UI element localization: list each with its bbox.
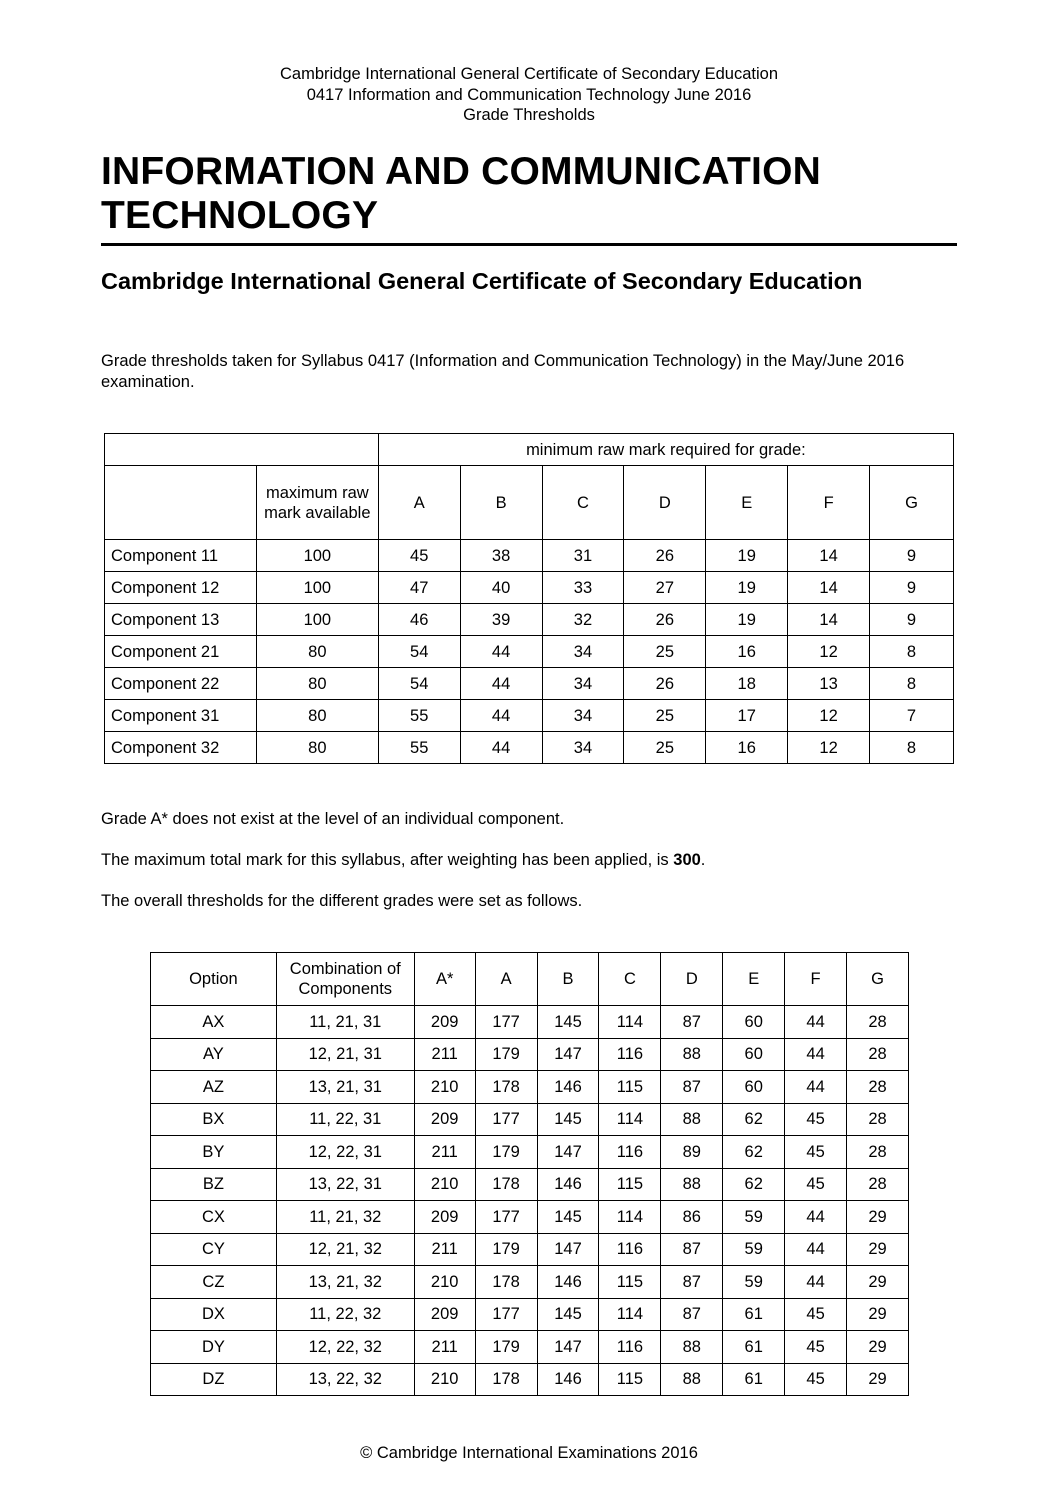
option-code: CZ bbox=[151, 1266, 277, 1299]
grade-threshold: 114 bbox=[599, 1201, 661, 1234]
grade-threshold: 13 bbox=[788, 668, 870, 700]
empty-header-cell bbox=[105, 466, 257, 540]
grade-threshold: 147 bbox=[537, 1233, 599, 1266]
table-row bbox=[151, 1071, 909, 1104]
grade-threshold: 178 bbox=[475, 1168, 537, 1201]
max-mark-header: maximum raw mark available bbox=[256, 466, 378, 540]
grade-threshold: 178 bbox=[475, 1071, 537, 1104]
table-row bbox=[151, 1201, 909, 1234]
grade-threshold: 115 bbox=[599, 1266, 661, 1299]
table-row bbox=[105, 668, 954, 700]
grade-threshold: 210 bbox=[414, 1168, 475, 1201]
grade-threshold: 179 bbox=[475, 1331, 537, 1364]
copyright-footer: © Cambridge International Examinations 2016 bbox=[360, 1444, 698, 1462]
table-row bbox=[151, 1331, 909, 1364]
grade-span-header: minimum raw mark required for grade: bbox=[378, 434, 953, 466]
component-combination: 11, 22, 31 bbox=[276, 1103, 414, 1136]
grade-threshold: 27 bbox=[624, 572, 706, 604]
table-row bbox=[151, 1103, 909, 1136]
grade-threshold: 210 bbox=[414, 1363, 475, 1396]
grade-threshold: 211 bbox=[414, 1233, 475, 1266]
astar-note: Grade A* does not exist at the level of an individual component. bbox=[101, 810, 565, 828]
grade-threshold: 178 bbox=[475, 1363, 537, 1396]
grade-threshold: 87 bbox=[661, 1071, 723, 1104]
grade-threshold: 29 bbox=[847, 1331, 909, 1364]
option-table-header-row bbox=[151, 953, 909, 1006]
empty-header-cell bbox=[105, 434, 379, 466]
option-code: DY bbox=[151, 1331, 277, 1364]
table-row bbox=[105, 572, 954, 604]
component-combination: 11, 21, 32 bbox=[276, 1201, 414, 1234]
grade-threshold: 115 bbox=[599, 1363, 661, 1396]
option-code: DZ bbox=[151, 1363, 277, 1396]
grade-threshold: 28 bbox=[847, 1071, 909, 1104]
grade-threshold: 145 bbox=[537, 1103, 599, 1136]
component-combination: 13, 22, 31 bbox=[276, 1168, 414, 1201]
grade-threshold: 145 bbox=[537, 1006, 599, 1039]
grade-header: A* bbox=[414, 953, 475, 1006]
grade-threshold: 211 bbox=[414, 1136, 475, 1169]
grade-threshold: 146 bbox=[537, 1266, 599, 1299]
component-name: Component 32 bbox=[105, 732, 257, 764]
document-header bbox=[0, 64, 1058, 126]
option-code: CY bbox=[151, 1233, 277, 1266]
grade-header: E bbox=[723, 953, 785, 1006]
grade-header: D bbox=[661, 953, 723, 1006]
grade-header: B bbox=[537, 953, 599, 1006]
option-code: AZ bbox=[151, 1071, 277, 1104]
grade-threshold: 179 bbox=[475, 1136, 537, 1169]
component-name: Component 12 bbox=[105, 572, 257, 604]
grade-threshold: 88 bbox=[661, 1168, 723, 1201]
grade-threshold: 62 bbox=[723, 1168, 785, 1201]
grade-threshold: 177 bbox=[475, 1201, 537, 1234]
grade-threshold: 16 bbox=[706, 732, 788, 764]
grade-threshold: 8 bbox=[870, 636, 954, 668]
grade-threshold: 89 bbox=[661, 1136, 723, 1169]
grade-threshold: 210 bbox=[414, 1071, 475, 1104]
component-table-span-header-row bbox=[105, 434, 954, 466]
grade-threshold: 28 bbox=[847, 1006, 909, 1039]
grade-threshold: 45 bbox=[785, 1103, 847, 1136]
component-combination: 13, 21, 32 bbox=[276, 1266, 414, 1299]
component-name: Component 11 bbox=[105, 540, 257, 572]
grade-threshold: 45 bbox=[785, 1136, 847, 1169]
component-thresholds-table bbox=[104, 433, 954, 764]
grade-threshold: 19 bbox=[706, 572, 788, 604]
title-divider bbox=[101, 243, 957, 246]
option-header: Option bbox=[151, 953, 277, 1006]
component-name: Component 22 bbox=[105, 668, 257, 700]
grade-threshold: 179 bbox=[475, 1233, 537, 1266]
grade-header-d: D bbox=[624, 466, 706, 540]
component-combination: 11, 22, 32 bbox=[276, 1298, 414, 1331]
grade-threshold: 9 bbox=[870, 572, 954, 604]
grade-threshold: 86 bbox=[661, 1201, 723, 1234]
grade-threshold: 179 bbox=[475, 1038, 537, 1071]
option-code: DX bbox=[151, 1298, 277, 1331]
grade-threshold: 9 bbox=[870, 604, 954, 636]
grade-threshold: 29 bbox=[847, 1298, 909, 1331]
table-row bbox=[151, 1006, 909, 1039]
component-combination: 12, 22, 32 bbox=[276, 1331, 414, 1364]
grade-threshold: 209 bbox=[414, 1298, 475, 1331]
grade-threshold: 25 bbox=[624, 700, 706, 732]
grade-threshold: 17 bbox=[706, 700, 788, 732]
grade-threshold: 62 bbox=[723, 1136, 785, 1169]
grade-threshold: 29 bbox=[847, 1363, 909, 1396]
grade-threshold: 44 bbox=[785, 1038, 847, 1071]
table-row bbox=[151, 1298, 909, 1331]
overall-note: The overall thresholds for the different grades were set as follows. bbox=[101, 892, 583, 910]
grade-threshold: 19 bbox=[706, 540, 788, 572]
grade-threshold: 40 bbox=[460, 572, 542, 604]
max-total-note bbox=[101, 850, 705, 870]
grade-threshold: 59 bbox=[723, 1266, 785, 1299]
grade-threshold: 44 bbox=[460, 668, 542, 700]
max-total-text: The maximum total mark for this syllabus, after weighting has been applied, is bbox=[101, 851, 674, 869]
grade-threshold: 88 bbox=[661, 1331, 723, 1364]
grade-header-e: E bbox=[706, 466, 788, 540]
grade-threshold: 44 bbox=[785, 1071, 847, 1104]
grade-threshold: 26 bbox=[624, 604, 706, 636]
combination-header: Combination of Components bbox=[276, 953, 414, 1006]
grade-threshold: 146 bbox=[537, 1071, 599, 1104]
grade-threshold: 44 bbox=[460, 700, 542, 732]
grade-threshold: 29 bbox=[847, 1233, 909, 1266]
grade-threshold: 28 bbox=[847, 1103, 909, 1136]
grade-threshold: 44 bbox=[785, 1201, 847, 1234]
grade-threshold: 45 bbox=[785, 1363, 847, 1396]
grade-header-f: F bbox=[788, 466, 870, 540]
grade-threshold: 28 bbox=[847, 1136, 909, 1169]
grade-threshold: 26 bbox=[624, 540, 706, 572]
grade-threshold: 14 bbox=[788, 540, 870, 572]
table-row bbox=[151, 1233, 909, 1266]
grade-threshold: 114 bbox=[599, 1298, 661, 1331]
grade-threshold: 31 bbox=[542, 540, 624, 572]
grade-header-g: G bbox=[870, 466, 954, 540]
option-code: BY bbox=[151, 1136, 277, 1169]
grade-threshold: 8 bbox=[870, 668, 954, 700]
grade-threshold: 115 bbox=[599, 1071, 661, 1104]
table-row bbox=[151, 1038, 909, 1071]
grade-threshold: 47 bbox=[378, 572, 460, 604]
component-combination: 12, 22, 31 bbox=[276, 1136, 414, 1169]
grade-threshold: 145 bbox=[537, 1298, 599, 1331]
grade-threshold: 146 bbox=[537, 1363, 599, 1396]
grade-threshold: 16 bbox=[706, 636, 788, 668]
grade-threshold: 116 bbox=[599, 1233, 661, 1266]
grade-threshold: 9 bbox=[870, 540, 954, 572]
grade-threshold: 210 bbox=[414, 1266, 475, 1299]
grade-threshold: 28 bbox=[847, 1038, 909, 1071]
grade-threshold: 54 bbox=[378, 668, 460, 700]
grade-threshold: 61 bbox=[723, 1363, 785, 1396]
component-name: Component 31 bbox=[105, 700, 257, 732]
grade-threshold: 34 bbox=[542, 700, 624, 732]
grade-threshold: 38 bbox=[460, 540, 542, 572]
component-combination: 12, 21, 32 bbox=[276, 1233, 414, 1266]
grade-threshold: 87 bbox=[661, 1266, 723, 1299]
grade-header: C bbox=[599, 953, 661, 1006]
grade-threshold: 18 bbox=[706, 668, 788, 700]
grade-threshold: 62 bbox=[723, 1103, 785, 1136]
option-code: CX bbox=[151, 1201, 277, 1234]
grade-header-a: A bbox=[378, 466, 460, 540]
option-code: AY bbox=[151, 1038, 277, 1071]
header-line-3: Grade Thresholds bbox=[463, 106, 595, 124]
grade-threshold: 61 bbox=[723, 1298, 785, 1331]
grade-threshold: 114 bbox=[599, 1006, 661, 1039]
grade-threshold: 60 bbox=[723, 1071, 785, 1104]
grade-threshold: 61 bbox=[723, 1331, 785, 1364]
grade-threshold: 116 bbox=[599, 1136, 661, 1169]
max-mark: 100 bbox=[256, 604, 378, 636]
grade-threshold: 26 bbox=[624, 668, 706, 700]
grade-threshold: 60 bbox=[723, 1038, 785, 1071]
grade-threshold: 209 bbox=[414, 1103, 475, 1136]
grade-threshold: 14 bbox=[788, 572, 870, 604]
option-code: AX bbox=[151, 1006, 277, 1039]
grade-threshold: 177 bbox=[475, 1006, 537, 1039]
grade-threshold: 209 bbox=[414, 1201, 475, 1234]
max-mark: 80 bbox=[256, 668, 378, 700]
grade-threshold: 34 bbox=[542, 668, 624, 700]
table-row bbox=[151, 1136, 909, 1169]
grade-threshold: 211 bbox=[414, 1038, 475, 1071]
component-combination: 13, 22, 32 bbox=[276, 1363, 414, 1396]
component-combination: 11, 21, 31 bbox=[276, 1006, 414, 1039]
grade-threshold: 88 bbox=[661, 1363, 723, 1396]
grade-threshold: 88 bbox=[661, 1103, 723, 1136]
page-title bbox=[101, 150, 961, 238]
table-row bbox=[105, 732, 954, 764]
grade-threshold: 114 bbox=[599, 1103, 661, 1136]
grade-threshold: 34 bbox=[542, 732, 624, 764]
table-row bbox=[151, 1266, 909, 1299]
grade-threshold: 177 bbox=[475, 1103, 537, 1136]
grade-threshold: 12 bbox=[788, 700, 870, 732]
grade-threshold: 211 bbox=[414, 1331, 475, 1364]
grade-threshold: 55 bbox=[378, 732, 460, 764]
intro-paragraph: Grade thresholds taken for Syllabus 0417 (Information and Communication Technology) in the May/June 2016 examination. bbox=[101, 352, 905, 391]
grade-threshold: 8 bbox=[870, 732, 954, 764]
option-code: BX bbox=[151, 1103, 277, 1136]
grade-threshold: 177 bbox=[475, 1298, 537, 1331]
grade-threshold: 29 bbox=[847, 1201, 909, 1234]
grade-threshold: 147 bbox=[537, 1038, 599, 1071]
grade-threshold: 44 bbox=[785, 1233, 847, 1266]
grade-threshold: 59 bbox=[723, 1201, 785, 1234]
table-row bbox=[105, 540, 954, 572]
option-thresholds-table bbox=[150, 952, 909, 1396]
max-mark: 80 bbox=[256, 732, 378, 764]
grade-threshold: 45 bbox=[785, 1168, 847, 1201]
grade-header-c: C bbox=[542, 466, 624, 540]
component-name: Component 13 bbox=[105, 604, 257, 636]
max-mark: 100 bbox=[256, 572, 378, 604]
grade-threshold: 33 bbox=[542, 572, 624, 604]
max-mark: 80 bbox=[256, 700, 378, 732]
grade-threshold: 12 bbox=[788, 732, 870, 764]
grade-threshold: 87 bbox=[661, 1233, 723, 1266]
grade-threshold: 147 bbox=[537, 1331, 599, 1364]
grade-threshold: 54 bbox=[378, 636, 460, 668]
page-subtitle: Cambridge International General Certificate of Secondary Education bbox=[101, 268, 863, 294]
grade-threshold: 45 bbox=[378, 540, 460, 572]
grade-threshold: 87 bbox=[661, 1006, 723, 1039]
grade-threshold: 60 bbox=[723, 1006, 785, 1039]
max-mark: 100 bbox=[256, 540, 378, 572]
grade-header: F bbox=[785, 953, 847, 1006]
grade-threshold: 25 bbox=[624, 636, 706, 668]
table-row bbox=[105, 604, 954, 636]
grade-threshold: 34 bbox=[542, 636, 624, 668]
page-title-line-2: TECHNOLOGY bbox=[101, 194, 379, 237]
component-table-header-row bbox=[105, 466, 954, 540]
component-combination: 13, 21, 31 bbox=[276, 1071, 414, 1104]
grade-threshold: 25 bbox=[624, 732, 706, 764]
grade-threshold: 44 bbox=[785, 1266, 847, 1299]
grade-threshold: 39 bbox=[460, 604, 542, 636]
grade-threshold: 147 bbox=[537, 1136, 599, 1169]
grade-threshold: 45 bbox=[785, 1331, 847, 1364]
grade-threshold: 28 bbox=[847, 1168, 909, 1201]
grade-threshold: 88 bbox=[661, 1038, 723, 1071]
grade-threshold: 12 bbox=[788, 636, 870, 668]
header-line-2: 0417 Information and Communication Technology June 2016 bbox=[306, 85, 752, 104]
component-name: Component 21 bbox=[105, 636, 257, 668]
grade-threshold: 59 bbox=[723, 1233, 785, 1266]
max-total-value: 300 bbox=[673, 851, 701, 869]
grade-header: G bbox=[847, 953, 909, 1006]
grade-threshold: 55 bbox=[378, 700, 460, 732]
grade-threshold: 14 bbox=[788, 604, 870, 636]
grade-threshold: 44 bbox=[460, 636, 542, 668]
option-code: BZ bbox=[151, 1168, 277, 1201]
grade-threshold: 44 bbox=[460, 732, 542, 764]
max-mark: 80 bbox=[256, 636, 378, 668]
grade-threshold: 116 bbox=[599, 1331, 661, 1364]
grade-threshold: 44 bbox=[785, 1006, 847, 1039]
grade-threshold: 116 bbox=[599, 1038, 661, 1071]
grade-threshold: 7 bbox=[870, 700, 954, 732]
grade-threshold: 146 bbox=[537, 1168, 599, 1201]
grade-threshold: 46 bbox=[378, 604, 460, 636]
max-total-suffix: . bbox=[700, 851, 706, 869]
grade-threshold: 87 bbox=[661, 1298, 723, 1331]
table-row bbox=[105, 700, 954, 732]
component-combination: 12, 21, 31 bbox=[276, 1038, 414, 1071]
page-title-line-1: INFORMATION AND COMMUNICATION bbox=[101, 150, 821, 193]
grade-threshold: 45 bbox=[785, 1298, 847, 1331]
grade-threshold: 145 bbox=[537, 1201, 599, 1234]
grade-header-b: B bbox=[460, 466, 542, 540]
grade-threshold: 32 bbox=[542, 604, 624, 636]
grade-threshold: 178 bbox=[475, 1266, 537, 1299]
grade-threshold: 19 bbox=[706, 604, 788, 636]
table-row bbox=[151, 1363, 909, 1396]
grade-threshold: 115 bbox=[599, 1168, 661, 1201]
grade-threshold: 29 bbox=[847, 1266, 909, 1299]
table-row bbox=[151, 1168, 909, 1201]
header-line-1: Cambridge International General Certificate of Secondary Education bbox=[279, 65, 779, 83]
grade-threshold: 209 bbox=[414, 1006, 475, 1039]
grade-header: A bbox=[475, 953, 537, 1006]
table-row bbox=[105, 636, 954, 668]
